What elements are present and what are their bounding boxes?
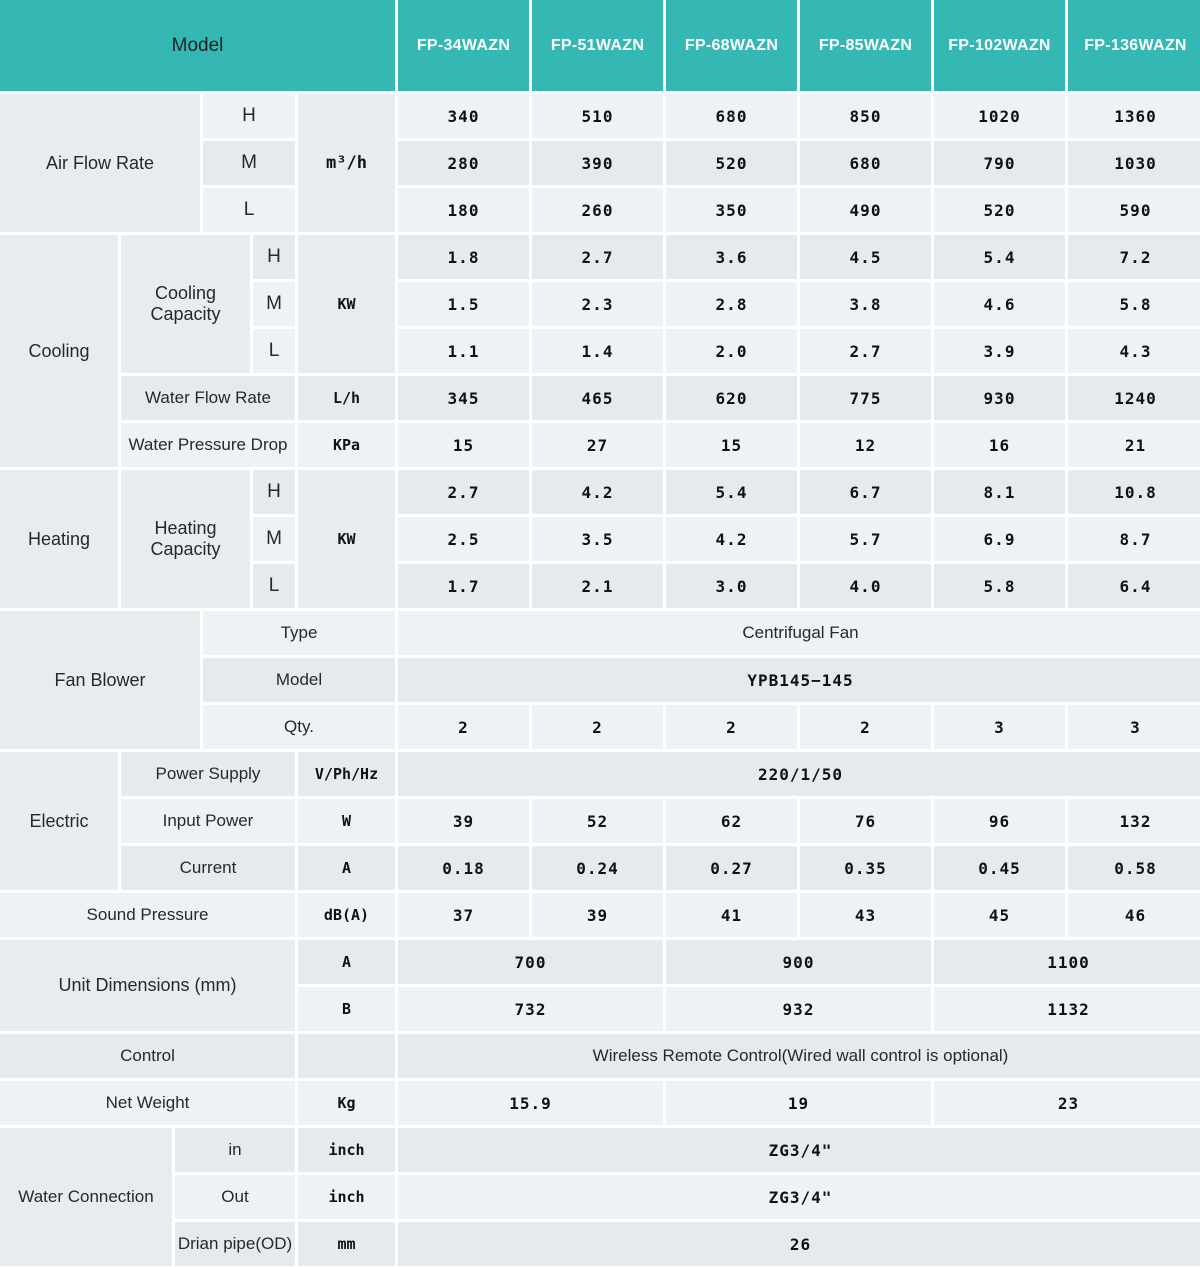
model-header-label: Model xyxy=(0,0,397,93)
air-flow-mid-value: 390 xyxy=(531,140,665,187)
drain-pipe-label: Drian pipe(OD) xyxy=(174,1221,297,1267)
speed-high-label: H xyxy=(202,93,297,140)
input-power-value: 132 xyxy=(1067,798,1200,845)
heating-capacity-low-value: 4.0 xyxy=(799,563,933,610)
heating-capacity-low-value: 2.1 xyxy=(531,563,665,610)
model-column-header: FP-68WAZN xyxy=(665,0,799,93)
dimension-b-value: 732 xyxy=(397,986,665,1033)
heating-capacity-mid-value: 6.9 xyxy=(933,516,1067,563)
heating-capacity-high-value: 8.1 xyxy=(933,469,1067,516)
heating-capacity-low-value: 1.7 xyxy=(397,563,531,610)
water-flow-rate-label: Water Flow Rate xyxy=(120,375,297,422)
input-power-value: 96 xyxy=(933,798,1067,845)
water-pressure-drop-value: 27 xyxy=(531,422,665,469)
water-in-value: ZG3/4" xyxy=(397,1127,1200,1174)
dimension-a-value: 700 xyxy=(397,939,665,986)
cooling-capacity-low-value: 2.0 xyxy=(665,328,799,375)
model-column-header: FP-85WAZN xyxy=(799,0,933,93)
air-flow-low-value: 520 xyxy=(933,187,1067,234)
cooling-capacity-mid-value: 4.6 xyxy=(933,281,1067,328)
current-value: 0.24 xyxy=(531,845,665,892)
air-flow-low-value: 590 xyxy=(1067,187,1200,234)
drain-pipe-unit: mm xyxy=(297,1221,397,1267)
air-flow-low-value: 180 xyxy=(397,187,531,234)
water-flow-rate-value: 1240 xyxy=(1067,375,1200,422)
water-flow-rate-value: 345 xyxy=(397,375,531,422)
air-flow-low-value: 350 xyxy=(665,187,799,234)
cooling-capacity-low-value: 2.7 xyxy=(799,328,933,375)
net-weight-unit: Kg xyxy=(297,1080,397,1127)
heating-capacity-low-value: 6.4 xyxy=(1067,563,1200,610)
power-supply-row xyxy=(0,751,1200,798)
fan-type-row xyxy=(0,610,1200,657)
heating-capacity-high-value: 10.8 xyxy=(1067,469,1200,516)
fan-qty-value: 3 xyxy=(1067,704,1200,751)
table-header-row xyxy=(0,0,1200,93)
fan-model-label: Model xyxy=(202,657,397,704)
cooling-capacity-high-value: 3.6 xyxy=(665,234,799,281)
sound-pressure-value: 45 xyxy=(933,892,1067,939)
control-label: Control xyxy=(0,1033,297,1080)
cooling-capacity-mid-value: 3.8 xyxy=(799,281,933,328)
net-weight-value: 23 xyxy=(933,1080,1200,1127)
control-unit-cell-empty xyxy=(297,1033,397,1080)
cooling-capacity-high-value: 4.5 xyxy=(799,234,933,281)
fan-qty-value: 2 xyxy=(665,704,799,751)
drain-pipe-value: 26 xyxy=(397,1221,1200,1267)
cooling-capacity-label: Cooling Capacity xyxy=(120,234,252,375)
water-out-unit: inch xyxy=(297,1174,397,1221)
sound-pressure-value: 37 xyxy=(397,892,531,939)
water-connection-label: Water Connection xyxy=(0,1127,174,1267)
water-flow-rate-value: 775 xyxy=(799,375,933,422)
heating-capacity-mid-value: 4.2 xyxy=(665,516,799,563)
heating-capacity-high-value: 5.4 xyxy=(665,469,799,516)
air-flow-rate-label: Air Flow Rate xyxy=(0,93,202,234)
drain-pipe-row xyxy=(0,1221,1200,1267)
fan-qty-value: 2 xyxy=(799,704,933,751)
water-pressure-drop-value: 15 xyxy=(397,422,531,469)
heating-capacity-high-value: 6.7 xyxy=(799,469,933,516)
cooling-capacity-mid-value: 2.3 xyxy=(531,281,665,328)
fan-qty-value: 2 xyxy=(531,704,665,751)
cooling-capacity-high-value: 2.7 xyxy=(531,234,665,281)
air-flow-mid-value: 520 xyxy=(665,140,799,187)
water-flow-rate-unit: L/h xyxy=(297,375,397,422)
cooling-capacity-low-value: 4.3 xyxy=(1067,328,1200,375)
air-flow-unit: m³/h xyxy=(297,93,397,234)
sound-pressure-value: 41 xyxy=(665,892,799,939)
model-column-header: FP-102WAZN xyxy=(933,0,1067,93)
water-flow-rate-row xyxy=(0,375,1200,422)
heating-capacity-mid-value: 8.7 xyxy=(1067,516,1200,563)
air-flow-high-value: 1020 xyxy=(933,93,1067,140)
fan-qty-value: 3 xyxy=(933,704,1067,751)
cooling-capacity-low-value: 3.9 xyxy=(933,328,1067,375)
fan-qty-label: Qty. xyxy=(202,704,397,751)
water-in-row xyxy=(0,1127,1200,1174)
heating-capacity-high-value: 4.2 xyxy=(531,469,665,516)
net-weight-value: 15.9 xyxy=(397,1080,665,1127)
air-flow-high-value: 1360 xyxy=(1067,93,1200,140)
power-supply-label: Power Supply xyxy=(120,751,297,798)
dimension-b-label: B xyxy=(297,986,397,1033)
sound-pressure-value: 39 xyxy=(531,892,665,939)
power-supply-unit: V/Ph/Hz xyxy=(297,751,397,798)
speed-high-label: H xyxy=(252,234,297,281)
air-flow-low-value: 490 xyxy=(799,187,933,234)
dimension-b-value: 1132 xyxy=(933,986,1200,1033)
power-supply-value: 220/1/50 xyxy=(397,751,1200,798)
fan-type-label: Type xyxy=(202,610,397,657)
speed-low-label: L xyxy=(252,328,297,375)
air-flow-high-value: 680 xyxy=(665,93,799,140)
heating-capacity-high-row xyxy=(0,469,1200,516)
current-value: 0.18 xyxy=(397,845,531,892)
input-power-label: Input Power xyxy=(120,798,297,845)
heating-capacity-mid-value: 3.5 xyxy=(531,516,665,563)
model-column-header: FP-51WAZN xyxy=(531,0,665,93)
water-flow-rate-value: 930 xyxy=(933,375,1067,422)
input-power-value: 76 xyxy=(799,798,933,845)
speed-high-label: H xyxy=(252,469,297,516)
water-pressure-drop-label: Water Pressure Drop xyxy=(120,422,297,469)
heating-capacity-low-value: 5.8 xyxy=(933,563,1067,610)
heating-capacity-unit: KW xyxy=(297,469,397,610)
current-label: Current xyxy=(120,845,297,892)
air-flow-low-value: 260 xyxy=(531,187,665,234)
net-weight-label: Net Weight xyxy=(0,1080,297,1127)
fan-type-value: Centrifugal Fan xyxy=(397,610,1200,657)
cooling-capacity-mid-value: 5.8 xyxy=(1067,281,1200,328)
water-out-label: Out xyxy=(174,1174,297,1221)
current-value: 0.45 xyxy=(933,845,1067,892)
cooling-section-label: Cooling xyxy=(0,234,120,469)
dimension-a-row xyxy=(0,939,1200,986)
input-power-row xyxy=(0,798,1200,845)
air-flow-mid-value: 1030 xyxy=(1067,140,1200,187)
cooling-capacity-mid-value: 2.8 xyxy=(665,281,799,328)
air-flow-mid-value: 680 xyxy=(799,140,933,187)
current-value: 0.35 xyxy=(799,845,933,892)
current-unit: A xyxy=(297,845,397,892)
cooling-capacity-low-value: 1.4 xyxy=(531,328,665,375)
water-out-row xyxy=(0,1174,1200,1221)
model-column-header: FP-34WAZN xyxy=(397,0,531,93)
cooling-capacity-mid-value: 1.5 xyxy=(397,281,531,328)
unit-dimensions-label: Unit Dimensions (mm) xyxy=(0,939,297,1033)
speed-low-label: L xyxy=(202,187,297,234)
model-column-header: FP-136WAZN xyxy=(1067,0,1200,93)
water-pressure-drop-row xyxy=(0,422,1200,469)
dimension-a-label: A xyxy=(297,939,397,986)
current-value: 0.27 xyxy=(665,845,799,892)
water-pressure-drop-value: 15 xyxy=(665,422,799,469)
sound-pressure-label: Sound Pressure xyxy=(0,892,297,939)
air-flow-high-value: 340 xyxy=(397,93,531,140)
sound-pressure-unit: dB(A) xyxy=(297,892,397,939)
dimension-a-value: 1100 xyxy=(933,939,1200,986)
speed-low-label: L xyxy=(252,563,297,610)
air-flow-high-row xyxy=(0,93,1200,140)
water-pressure-drop-value: 21 xyxy=(1067,422,1200,469)
heating-capacity-mid-value: 2.5 xyxy=(397,516,531,563)
water-in-label: in xyxy=(174,1127,297,1174)
water-in-unit: inch xyxy=(297,1127,397,1174)
air-flow-mid-value: 280 xyxy=(397,140,531,187)
speed-mid-label: M xyxy=(202,140,297,187)
current-row xyxy=(0,845,1200,892)
input-power-value: 39 xyxy=(397,798,531,845)
cooling-capacity-low-value: 1.1 xyxy=(397,328,531,375)
cooling-capacity-high-row xyxy=(0,234,1200,281)
net-weight-value: 19 xyxy=(665,1080,933,1127)
control-value: Wireless Remote Control(Wired wall control is optional) xyxy=(397,1033,1200,1080)
water-pressure-drop-value: 12 xyxy=(799,422,933,469)
heating-capacity-label: Heating Capacity xyxy=(120,469,252,610)
cooling-capacity-unit: KW xyxy=(297,234,397,375)
dimension-b-value: 932 xyxy=(665,986,933,1033)
dimension-a-value: 900 xyxy=(665,939,933,986)
speed-mid-label: M xyxy=(252,516,297,563)
heating-capacity-mid-value: 5.7 xyxy=(799,516,933,563)
speed-mid-label: M xyxy=(252,281,297,328)
cooling-capacity-high-value: 5.4 xyxy=(933,234,1067,281)
heating-capacity-high-value: 2.7 xyxy=(397,469,531,516)
current-value: 0.58 xyxy=(1067,845,1200,892)
air-flow-high-value: 850 xyxy=(799,93,933,140)
heating-section-label: Heating xyxy=(0,469,120,610)
sound-pressure-row xyxy=(0,892,1200,939)
fan-blower-section-label: Fan Blower xyxy=(0,610,202,751)
input-power-value: 52 xyxy=(531,798,665,845)
fan-model-value: YPB145−145 xyxy=(397,657,1200,704)
fan-qty-value: 2 xyxy=(397,704,531,751)
input-power-value: 62 xyxy=(665,798,799,845)
electric-section-label: Electric xyxy=(0,751,120,892)
sound-pressure-value: 43 xyxy=(799,892,933,939)
heating-capacity-low-value: 3.0 xyxy=(665,563,799,610)
water-pressure-drop-unit: KPa xyxy=(297,422,397,469)
water-pressure-drop-value: 16 xyxy=(933,422,1067,469)
input-power-unit: W xyxy=(297,798,397,845)
water-flow-rate-value: 465 xyxy=(531,375,665,422)
control-row xyxy=(0,1033,1200,1080)
water-out-value: ZG3/4" xyxy=(397,1174,1200,1221)
air-flow-high-value: 510 xyxy=(531,93,665,140)
net-weight-row xyxy=(0,1080,1200,1127)
cooling-capacity-high-value: 7.2 xyxy=(1067,234,1200,281)
air-flow-mid-value: 790 xyxy=(933,140,1067,187)
sound-pressure-value: 46 xyxy=(1067,892,1200,939)
cooling-capacity-high-value: 1.8 xyxy=(397,234,531,281)
water-flow-rate-value: 620 xyxy=(665,375,799,422)
